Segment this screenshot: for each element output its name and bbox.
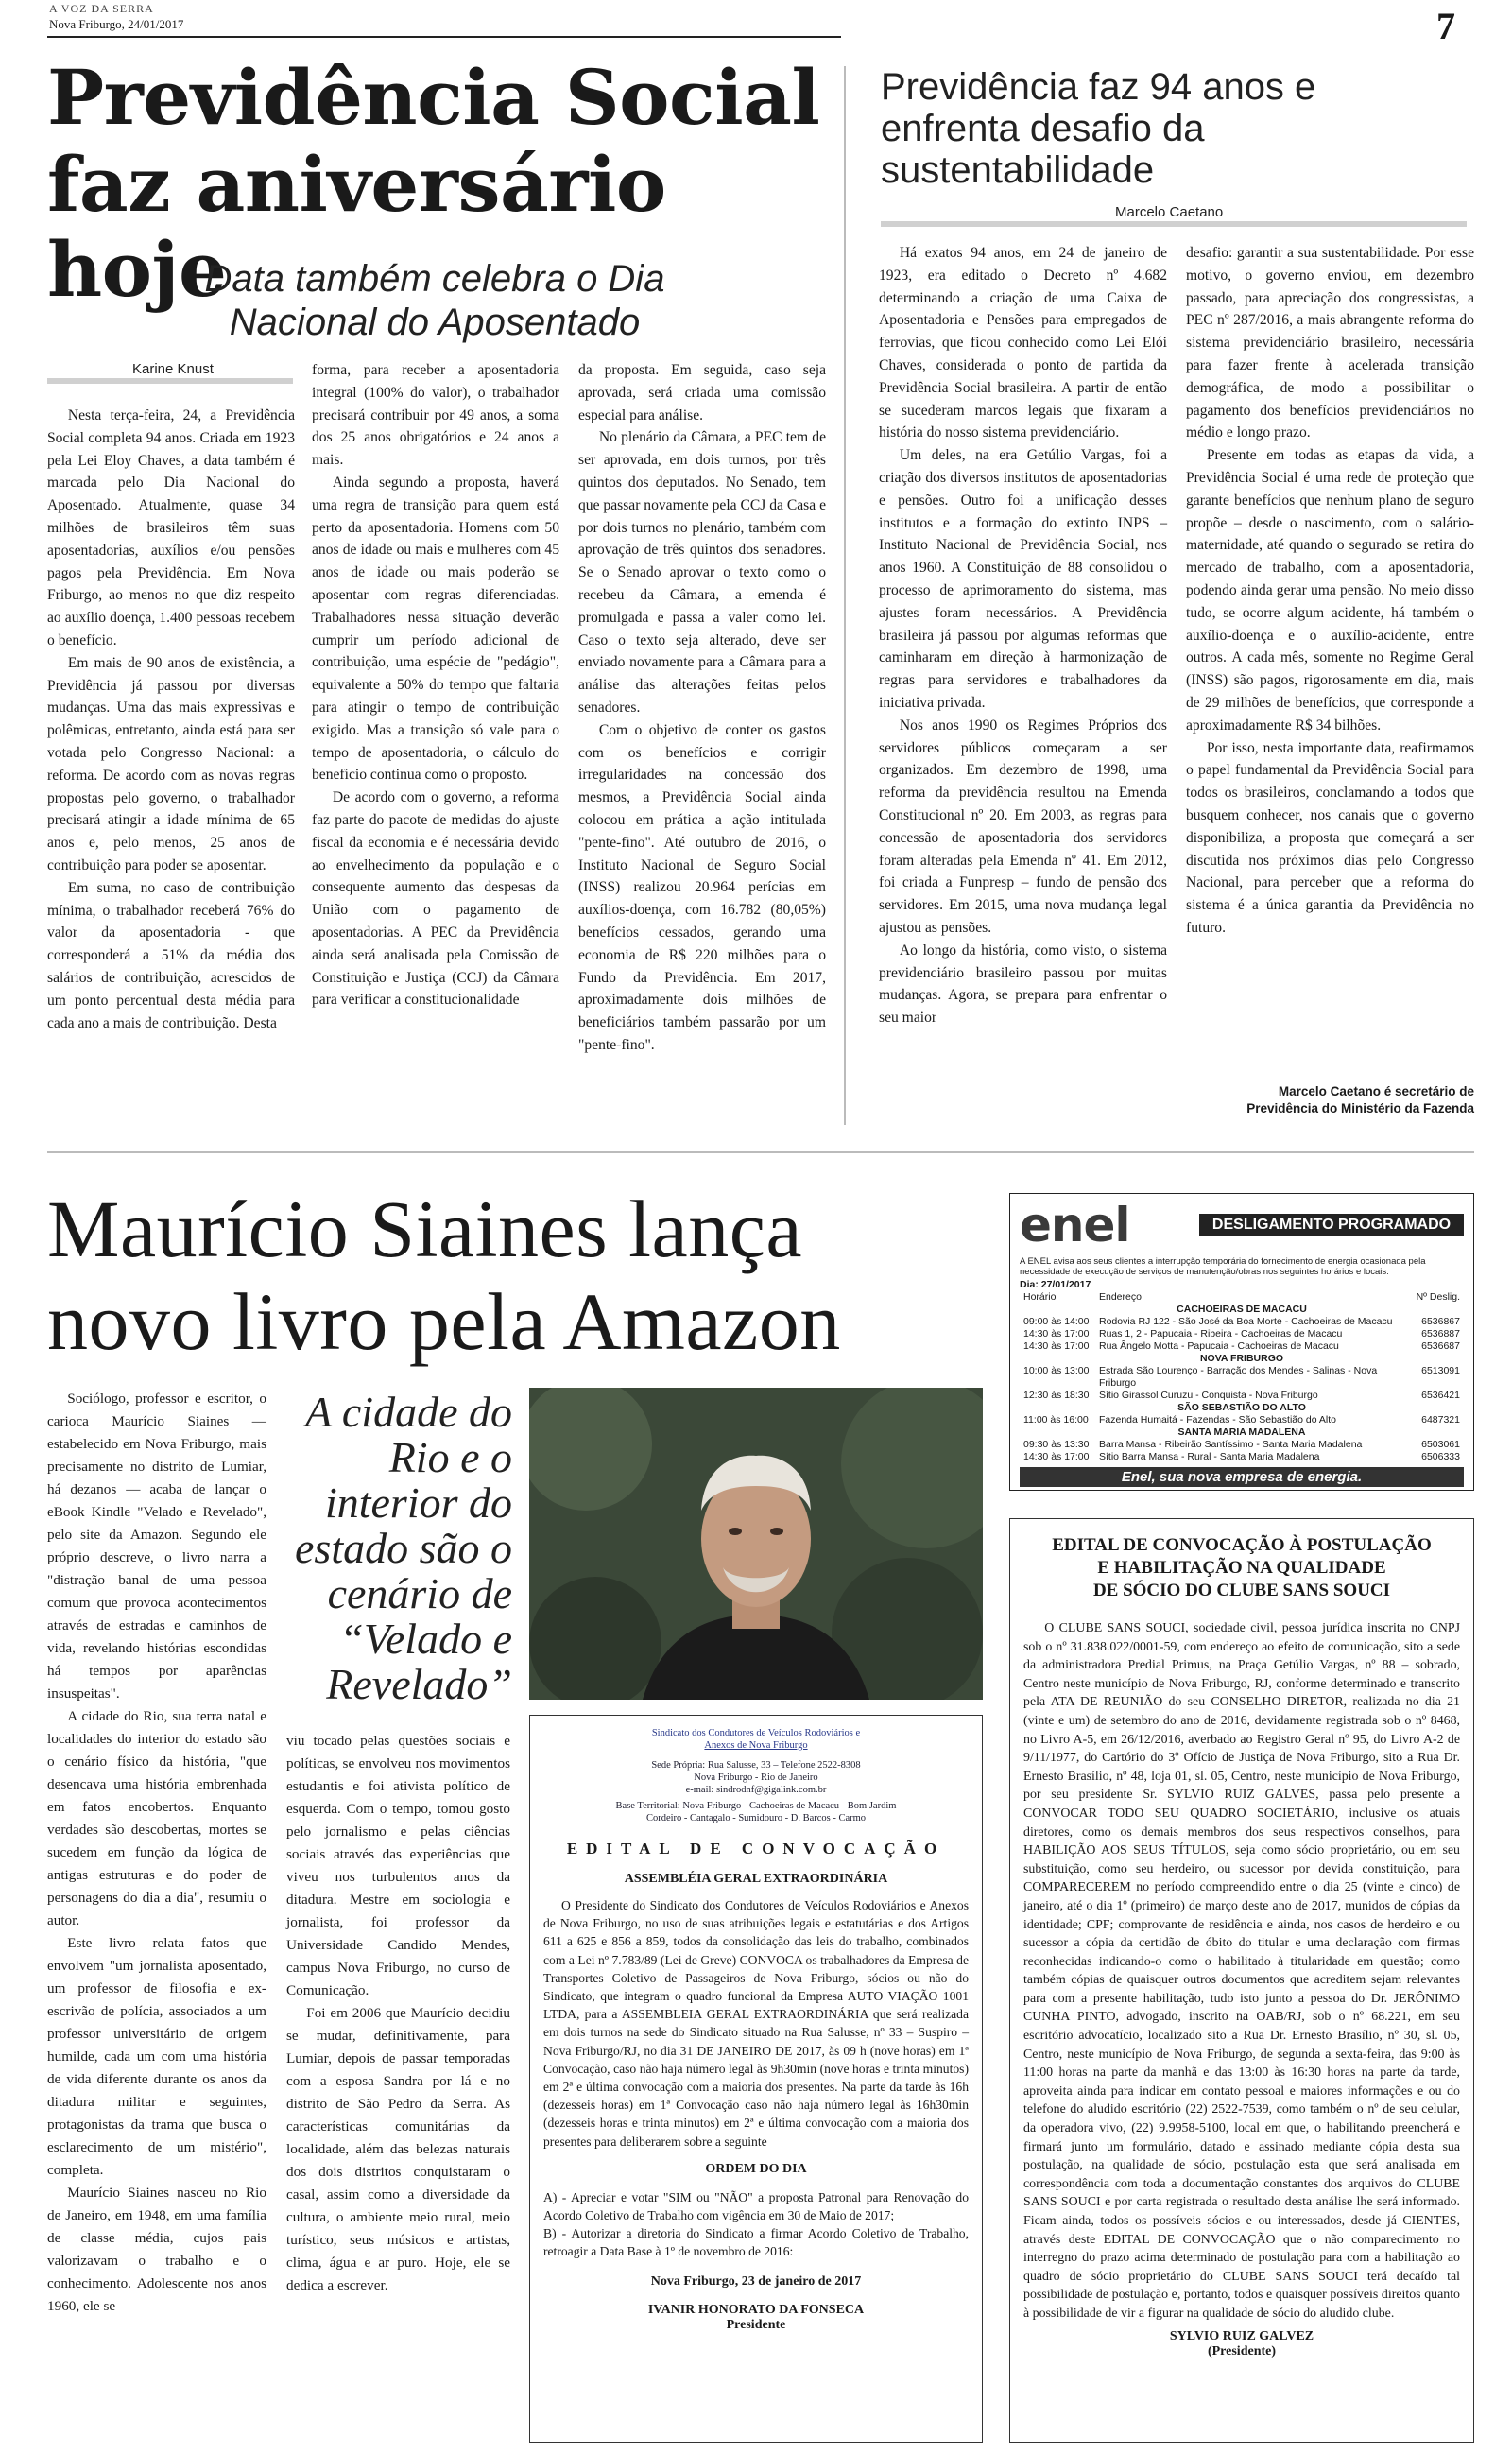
article2-column-1 bbox=[879, 242, 1167, 1029]
enel-time-cell: 11:00 às 16:00 bbox=[1023, 1414, 1089, 1426]
paragraph: Presente em todas as etapas da vida, a Previdência Social é uma rede de proteção que garante benefícios que nenhum plano de seguro propõe – desde o nascimento, com o salário-maternidade, até quando o segurado se retira do mercado de trabalho, com a aposentadoria, podendo ainda gerar uma pensão. No meio disso tudo, se ocorre algum acidente, há também o auxílio-doença e o auxílio-acidente, entre outros. A cada mês, somente no Regime Geral (INSS) são pagos, rigorosamente em dia, mais de 29 milhões de benefícios, que corresponde a aproximadamente R$ 34 bilhões. bbox=[1186, 447, 1474, 734]
edital-title-line1: EDITAL DE CONVOCAÇÃO À POSTULAÇÃO bbox=[1052, 1535, 1432, 1555]
article3-pull-quote: A cidade do Rio e o interior do estado são o cenário de “Velado e Revelado” bbox=[295, 1388, 512, 1708]
paragraph: Foi em 2006 que Maurício decidiu se mudar, definitivamente, para Lumiar, depois de passar temporadas com a esposa Sandra por lá e no distrito de São Pedro da Serra. As características comunitárias da localidade, além das belezas naturais dos dois distritos conquistaram o casal, assim como a diversidade da cultura, o ambiente meio rural, meio turístico, seus músicos e artistas, clima, água e ar puro. Hoje, ele se dedica a escrever. bbox=[286, 2005, 510, 2293]
notice-body: O Presidente do Sindicato dos Condutores de Veículos Rodoviários e Anexos de Nova Friburgo, no uso de suas atribuições legais e estatutárias e dos Artigos 611 a 625 e 856 a 859, todos da consolidação das leis do trabalho, combinados com a Lei nº 7.783/89 (Lei de Greve) CONVOCA os trabalhadores da Empresa de Transportes Coletivo de Passageiros de Nova Friburgo, sócios ou não do Sindicato, que integram o quadro funcional da Empresa AUTO VIAÇÃO 1001 LTDA, para a ASSEMBLEIA GERAL EXTRAORDINÁRIA que será realizada em dois turnos na sede do Sindicato situado na Rua Salusse, nº 33 – Suspiro – Nova Friburgo/RJ, no dia 31 DE JANEIRO DE 2017, às 09 h (nove horas) em 1ª Convocação, caso não haja número legal às 9h30min (nove horas e trinta minutos) em 2ª e última convocação com a maioria dos presentes. Na parte da tarde às 16h (dezesseis horas) em 1ª Convocação caso não haja número legal às 16h30min (dezesseis horas e trinta minutos) em 2ª e última convocação com a maioria dos presentes para deliberarem sobre a seguinte bbox=[543, 1898, 969, 2149]
enel-table-row bbox=[1020, 1414, 1464, 1426]
enel-id-cell: 6513091 bbox=[1421, 1365, 1460, 1376]
enel-id-cell: 6503061 bbox=[1421, 1439, 1460, 1450]
enel-outage-table bbox=[1020, 1304, 1464, 1463]
enel-table-header bbox=[1020, 1291, 1464, 1304]
article1-column-1 bbox=[47, 405, 295, 1034]
edital-title-line2: E HABILITAÇÃO NA QUALIDADE bbox=[1097, 1558, 1386, 1578]
article1-byline: Karine Knust bbox=[132, 361, 214, 377]
article2-signature-line2: Previdência do Ministério da Fazenda bbox=[1246, 1101, 1474, 1115]
enel-table-row bbox=[1020, 1316, 1464, 1328]
notice-header-line: e-mail: sindrodnf@gigalink.com.br bbox=[685, 1785, 827, 1795]
enel-ad bbox=[1009, 1193, 1474, 1491]
enel-time-cell: 14:30 às 17:00 bbox=[1023, 1328, 1090, 1339]
enel-address-cell: Estrada São Lourenço - Barração dos Mendes - Salinas - Nova Friburgo bbox=[1099, 1365, 1378, 1389]
article1-headline-line1: Previdência Social bbox=[47, 53, 820, 142]
enel-col-header: Horário bbox=[1023, 1291, 1057, 1303]
paragraph: desafio: garantir a sua sustentabilidade. Por esse motivo, o governo enviou, em dezembro passado, para apreciação dos congressistas, a PEC nº 287/2016, a mais abrangente reforma do sistema previdenciário brasileiro, necessária para fazer frente à acelerada transição demográfica, de modo a possibilitar o pagamento dos benefícios previdenciários no médio e longo prazo. bbox=[1186, 245, 1474, 441]
notice-order-title: ORDEM DO DIA bbox=[705, 2161, 807, 2176]
enel-day: Dia: 27/01/2017 bbox=[1020, 1279, 1091, 1290]
paragraph: Sociólogo, professor e escritor, o carioca Maurício Siaines — estabelecido em Nova Friburgo, mais precisamente no distrito de Lumiar, há dezanos — acaba de lançar o eBook Kindle "Velado e Revelado", pelo site da Amazon. Segundo ele próprio descreve, o livro narra a "distração banal de uma pessoa comum que provoca acontecimentos através de estradas e caminhos de vida, revelando histórias escondidas há tempos por aparências insuspeitas". bbox=[47, 1391, 266, 1702]
enel-table-row bbox=[1020, 1328, 1464, 1340]
edital-signer: SYLVIO RUIZ GALVEZ bbox=[1169, 2328, 1314, 2343]
enel-table-row bbox=[1020, 1365, 1464, 1390]
sindicato-notice bbox=[529, 1715, 983, 2443]
enel-id-cell: 6506333 bbox=[1421, 1451, 1460, 1462]
notice-header-line: Sindicato dos Condutores de Veículos Rodoviários e bbox=[651, 1728, 861, 1738]
issue-date: Nova Friburgo, 24/01/2017 bbox=[49, 17, 184, 31]
enel-id-cell: 6536687 bbox=[1421, 1340, 1460, 1352]
paragraph: Ao longo da história, como visto, o sistema previdenciário brasileiro passou por muitas mudanças. Agora, se prepara para enfrentar o seu maior bbox=[879, 942, 1167, 1027]
notice-signer-role: Presidente bbox=[726, 2317, 786, 2332]
enel-time-cell: 10:00 às 13:00 bbox=[1023, 1365, 1090, 1376]
paragraph: A cidade do Rio, sua terra natal e localidades do interior do estado são o cenário físico da história, "que desencava uma história embrenhada em fatos encobertos. Enquanto verdades são descobertas, mortes se sucedem em função da lógica de antigas estruturas e do poder de personagens do dia a dia", resumiu o autor. bbox=[47, 1708, 266, 1928]
paragraph: Maurício Siaines nasceu no Rio de Janeiro, em 1948, em uma família de classe média, cujos pais valorizavam o trabalho e o conhecimento. Adolescente nos anos 1960, ele se bbox=[47, 2185, 266, 2314]
article2-headline: Previdência faz 94 anos e enfrenta desafio da sustentabilidade bbox=[881, 66, 1316, 191]
notice-header-line: Base Territorial: Nova Friburgo - Cachoeiras de Macacu - Bom Jardim bbox=[615, 1801, 897, 1811]
article3-column-1 bbox=[47, 1388, 266, 2318]
notice-header-line: Anexos de Nova Friburgo bbox=[704, 1740, 808, 1751]
enel-address-cell: Barra Mansa - Ribeirão Santíssimo - Santa Maria Madalena bbox=[1099, 1439, 1363, 1450]
paragraph: Este livro relata fatos que envolvem "um jornalista aposentado, um professor de filosofia e ex-escrivão de polícia, associados a um professor universitário de origem humilde, cada um com uma história de vida diferente durante os anos da ditadura militar e seguintes, protagonistas da trama que busca o esclarecimento de um mistério", completa. bbox=[47, 1935, 266, 2178]
column-divider bbox=[844, 66, 846, 1125]
enel-intro bbox=[1020, 1256, 1464, 1277]
notice-header bbox=[543, 1727, 969, 1824]
newspaper-name: A VOZ DA SERRA bbox=[49, 2, 154, 15]
article3-headline-line2: novo livro pela Amazon bbox=[47, 1276, 841, 1367]
article1-column-2 bbox=[312, 359, 559, 1011]
article3-column-2 bbox=[286, 1730, 510, 2297]
enel-region-heading: NOVA FRIBURGO bbox=[1199, 1353, 1284, 1364]
enel-address-cell: Sítio Barra Mansa - Rural - Santa Maria Madalena bbox=[1099, 1451, 1320, 1462]
enel-col-header: Endereço bbox=[1099, 1291, 1142, 1303]
article1-byline-bar bbox=[47, 378, 293, 384]
enel-time-cell: 09:30 às 13:30 bbox=[1023, 1439, 1090, 1450]
author-portrait-image bbox=[529, 1388, 983, 1700]
enel-table-row bbox=[1020, 1340, 1464, 1353]
section-divider bbox=[47, 1151, 1474, 1153]
enel-address-cell: Rodovia RJ 122 - São José da Boa Morte - Cachoeiras de Macacu bbox=[1099, 1316, 1393, 1327]
notice-date: Nova Friburgo, 23 de janeiro de 2017 bbox=[650, 2273, 862, 2289]
paragraph: viu tocado pelas questões sociais e políticas, se envolveu nos movimentos estudantis e foi ativista político de esquerda. Com o tempo, tomou gosto pelo jornalismo e pelas ciências sociais através das experiências que viveu nos turbulentos anos da ditadura. Mestre em sociologia e jornalista, foi professor da Universidade Candido Mendes, campus Nova Friburgo, no curso de Comunicação. bbox=[286, 1733, 510, 1998]
paragraph: Com o objetivo de conter os gastos com os benefícios e corrigir irregularidades na concessão dos mesmos, a Previdência Social ainda colocou em prática a ação intitulada "pente-fino". Até outubro de 2016, o Instituto Nacional de Seguro Social (INSS) realizou 20.964 perícias em auxílios-doença, com 16.782 (80,05%) benefícios cessados, gerando uma economia de R$ 220 milhões para o Fundo da Previdência. Em 2017, aproximadamente dois milhões de beneficiários também passarão por um "pente-fino". bbox=[578, 721, 826, 1053]
notice-title: EDITAL DE CONVOCAÇÃO bbox=[566, 1840, 946, 1858]
enel-id-cell: 6536421 bbox=[1421, 1390, 1460, 1401]
article3-headline-line1: Maurício Siaines lança bbox=[47, 1184, 803, 1274]
paragraph: Nos anos 1990 os Regimes Próprios dos servidores públicos começaram a ser organizados. Em dezembro de 1998, uma reforma da previdência resultou na Emenda Constitucional nº 20. Em 2003, as regras para concessão de aposentadoria dos servidores foram alteradas pela Emenda nº 41. Em 2012, foi criada a Funpresp – fundo de pensão dos servidores. Em 2015, uma nova mudança legal ajustou as pensões. bbox=[879, 717, 1167, 936]
article2-column-2 bbox=[1186, 242, 1474, 940]
paragraph: forma, para receber a aposentadoria integral (100% do valor), o trabalhador precisará contribuir por 49 anos, a soma dos 25 anos obrigatórios e 24 anos a mais. bbox=[312, 362, 559, 469]
paragraph: Por isso, nesta importante data, reafirmamos o papel fundamental da Previdência Social para todos os brasileiros, conclamando a todos que busquem conhecer, nos canais que o governo disponibiliza, a proposta que começará a ser discutida nos próximos dias pelo Congresso Nacional, para perceber que a reforma do sistema é a única garantia da Previdência no futuro. bbox=[1186, 739, 1474, 936]
page-number: 7 bbox=[1436, 5, 1455, 47]
enel-time-cell: 09:00 às 14:00 bbox=[1023, 1316, 1090, 1327]
enel-footer: Enel, sua nova empresa de energia. bbox=[1020, 1467, 1464, 1487]
notice-header-line: Cordeiro - Cantagalo - Sumidouro - D. Barcos - Carmo bbox=[645, 1813, 867, 1823]
paragraph: Em mais de 90 anos de existência, a Previdência já passou por diversas mudanças. Uma das mais expressivas e polêmicas, entretanto, ainda está para ser votada pelo Congresso Nacional: a reforma. De acordo com as novas regras propostas pelo governo, o trabalhador precisará atingir a idade mínima de 65 anos e, pelo menos, 25 anos de contribuição para poder se aposentar. bbox=[47, 654, 295, 873]
enel-table-row bbox=[1020, 1451, 1464, 1463]
notice-item-a: A) - Apreciar e votar "SIM ou "NÃO" a proposta Patronal para Renovação do Acordo Coletivo de Trabalho com vigência em 30 de Maio de 2017; bbox=[543, 2189, 969, 2223]
edital-title-line3: DE SÓCIO DO CLUBE SANS SOUCI bbox=[1092, 1581, 1391, 1600]
enel-id-cell: 6536887 bbox=[1421, 1328, 1460, 1339]
enel-id-cell: 6536867 bbox=[1421, 1316, 1460, 1327]
article2-byline: Marcelo Caetano bbox=[1115, 204, 1224, 220]
edital-box bbox=[1009, 1518, 1474, 2443]
notice-header-line: Sede Própria: Rua Salusse, 33 – Telefone 2522-8308 bbox=[651, 1760, 861, 1771]
article1-subtitle: Data também celebra o Dia Nacional do Aposentado bbox=[204, 258, 665, 343]
notice-signer: IVANIR HONORATO DA FONSECA bbox=[647, 2302, 865, 2317]
paragraph: Um deles, na era Getúlio Vargas, foi a criação dos diversos institutos de aposentadorias e pensões. Outro foi a unificação desses institutos e a formação do extinto INPS – Instituto Nacional de Previdência Social, nos anos 1960. A Constituição de 88 consolidou o processo de aprimoramento do sistema, mas ajustes foram necessários. A Previdência brasileira já passou por algumas reformas que caminharam em direção à harmonização de regras para servidores e trabalhadores da iniciativa privada. bbox=[879, 447, 1167, 711]
edital-signer-role: (Presidente) bbox=[1207, 2343, 1277, 2359]
paragraph: Há exatos 94 anos, em 24 de janeiro de 1923, era editado o Decreto nº 4.682 determinando a criação de uma Caixa de Aposentadoria e Pensões para empregados de ferrovias, que ficou conhecido como Lei Elói Chaves, considerada o ponto de partida da Previdência Social brasileira. A partir de então se sucederam marcos legais que fixaram a história do nosso sistema previdenciário. bbox=[879, 245, 1167, 441]
enel-intro-text: A ENEL avisa aos seus clientes a interrupção temporária do fornecimento de energia ocasionada pela necessidade de execução de serviços de manutenção/obras nos seguintes horários e locais: bbox=[1020, 1256, 1426, 1277]
notice-header-line: Nova Friburgo - Rio de Janeiro bbox=[694, 1772, 818, 1783]
enel-id-cell: 6487321 bbox=[1421, 1414, 1460, 1426]
paragraph: da proposta. Em seguida, caso seja aprovada, será criada uma comissão especial para análise. bbox=[578, 362, 826, 423]
enel-region-heading: SÃO SEBASTIÃO DO ALTO bbox=[1177, 1402, 1306, 1413]
enel-address-cell: Sítio Girassol Curuzu - Conquista - Nova Friburgo bbox=[1099, 1390, 1318, 1401]
enel-address-cell: Ruas 1, 2 - Papucaia - Ribeira - Cachoeiras de Macacu bbox=[1099, 1328, 1343, 1339]
enel-region-heading: CACHOEIRAS DE MACACU bbox=[1177, 1304, 1307, 1315]
edital-body: O CLUBE SANS SOUCI, sociedade civil, pessoa jurídica inscrita no CNPJ sob o nº 31.838.022/0001-59, com endereço ao efeito de comunicação, sito a sede da administradora Predial Primus, na Praça Getúlio Vargas, nº 88 – sobrado, Centro neste município de Nova Friburgo, RJ, conforme determinado e transcrito pela ATA DE REUNIÃO do seu CONSELHO DIRETOR, realizada no dia 21 (vinte e um) de setembro do ano de 2016, devidamente registrada sob o nº 8468, no Livro A-5, em 26/12/2016, averbado ao Registro Geral nº 95, do Livro A-2 de 9/11/1977, do Cartório do 3º Ofício de Justiça de Nova Friburgo, sito a Rua Dr. Ernesto Brasílio, nº 48, loja 01, sl. 05, Centro, neste município de Nova Friburgo, por seu presidente Sr. SYLVIO RUIZ GALVES, passa pelo presente a CONVOCAR TODO SEU QUADRO SOCIETÁRIO, inclusive os atuais diretores, como os demais membros dos seus respectivos conselhos, para HABILIÇÃO AOS SEUS TÍTULOS, seja como sócio proprietário, ou em seu substituição, como seu herdeiro, ou sucessor por devida constituição, para COMPARECEREM no período compreendido entre o dia 25 (vinte e cinco) de janeiro, até o dia 1º (primeiro) de março deste ano de 2017, munidos de cópias da identidade; CPF; comprovante de residência e ainda, nos casos de herdeiro e ou sucessor a cópia da certidão de óbito do titular e uma declaração com firmas reconhecidas indicando-o como o habilitado à titularidade em questão; como também cópias de quaisquer outros documentos que acreditem sejam relevantes para com a presente habilitação, tudo isto junto a pessoa do Dr. JERÔNIMO CUNHA PINTO, advogado, inscrito na OAB/RJ, sob o nº 68.221, em seu escritório advocatício, localizado sito a Rua Dr. Ernesto Brasílio, nº 30, sl. 05, Centro, neste município de Nova Friburgo, de segunda a sexta-feira, das 9:00 às 11:00 horas na parte da manhã e das 13:00 às 16:30 horas na parte da tarde, aproveita ainda para indicar em contato pessoal e maiores informações e ou do telefone do aludido escritório (22) 2522-7539, como também o nº de seu celular, da operadora vivo, (22) 9.9958-5100, local em que, o habilitando preencherá e firmará junto um formulário, datado e assinado mediante cópia desta sua postulação, na qualidade de sócio, postulação esta que será analisada em correspondência com toda a documentação constantes dos arquivos do CLUBE SANS SOUCI e por carta registrada o resultado desta análise lhe será informado. Ficam ainda, todos os possíveis sócios e ou interessados, desde já CIENTES, através deste EDITAL DE CONVOCAÇÃO que o não comparecimento no interregno do prazo acima determinado de postulação para com a habilitação ao quadro de sócio proprietário do CLUBE SANS SOUCI terá decaído tal possibilidade de postulação e, portanto, todos e quaisquer possíveis direitos quanto à possibilidade de vir a figurar na qualidade de sócio do aludido clube. bbox=[1023, 1621, 1460, 2321]
article1-headline-line2: faz aniversário hoje bbox=[47, 140, 666, 314]
masthead-rule bbox=[47, 36, 841, 38]
enel-table-row bbox=[1020, 1439, 1464, 1451]
enel-ad-title: DESLIGAMENTO PROGRAMADO bbox=[1199, 1214, 1464, 1236]
paragraph: Em suma, no caso de contribuição mínima, o trabalhador receberá 76% do valor da aposentadoria - que corresponderá a 51% da média dos salários de contribuição, acrescidos de um ponto percentual desta média para cada ano a mais de contribuição. Desta bbox=[47, 879, 295, 1031]
notice-subtitle: ASSEMBLÉIA GERAL EXTRAORDINÁRIA bbox=[624, 1872, 888, 1886]
enel-address-cell: Rua Ângelo Motta - Papucaia - Cachoeiras de Macacu bbox=[1099, 1340, 1339, 1352]
enel-logo: enel bbox=[1020, 1198, 1130, 1253]
article2-byline-bar bbox=[881, 221, 1467, 227]
paragraph: Nesta terça-feira, 24, a Previdência Social completa 94 anos. Criada em 1923 pela Lei Eloy Chaves, a data também é marcada pelo Dia Nacional do Aposentado. Atualmente, quase 34 milhões de brasileiros têm suas aposentadorias, auxílios e/ou pensões pagos pela Previdência. Em Nova Friburgo, ao menos no que diz respeito ao auxílio doença, 1.400 pessoas recebem o benefício. bbox=[47, 407, 295, 648]
enel-address-cell: Fazenda Humaitá - Fazendas - São Sebastião do Alto bbox=[1099, 1414, 1336, 1426]
enel-time-cell: 14:30 às 17:00 bbox=[1023, 1451, 1090, 1462]
article1-column-3 bbox=[578, 359, 826, 1057]
enel-time-cell: 14:30 às 17:00 bbox=[1023, 1340, 1090, 1352]
enel-table-row bbox=[1020, 1390, 1464, 1402]
article2-signature-line1: Marcelo Caetano é secretário de bbox=[1278, 1084, 1474, 1098]
author-photo bbox=[529, 1388, 983, 1700]
enel-time-cell: 12:30 às 18:30 bbox=[1023, 1390, 1090, 1401]
paragraph: De acordo com o governo, a reforma faz parte do pacote de medidas do ajuste fiscal da economia e é necessária devido ao envelhecimento da população e o consequente aumento das despesas da União com o pagamento de aposentadorias. A PEC da Previdência ainda será analisada pela Comissão de Constituição e Justiça (CCJ) da Câmara para verificar a constitucionalidade bbox=[312, 789, 559, 1009]
enel-region-heading: SANTA MARIA MADALENA bbox=[1177, 1426, 1306, 1438]
notice-item-b: B) - Autorizar a diretoria do Sindicato a firmar Acordo Coletivo de Trabalho, retroagir a Data Base à 1º de novembro de 2016: bbox=[543, 2226, 969, 2259]
paragraph: No plenário da Câmara, a PEC tem de ser aprovada, em dois turnos, por três quintos dos deputados. No Senado, tem que passar novamente pela CCJ da Casa e por dois turnos no plenário, também com aprovação de três quintos dos senadores. Se o Senado aprovar o texto como o recebeu da Câmara, a emenda é promulgada e passa a valer como lei. Caso o texto seja alterado, deve ser enviado novamente para a Câmara para a análise das alterações feitas pelos senadores. bbox=[578, 429, 826, 716]
paragraph: Ainda segundo a proposta, haverá uma regra de transição para quem está perto da aposentadoria. Homens com 50 anos de idade ou mais e mulheres com 45 anos de idade ou mais poderão se aposentar com regras diferenciadas. Trabalhadores nessa situação deverão cumprir um período adicional de contribuição, uma espécie de "pedágio", equivalente a 50% do tempo que faltaria para atingir o tempo de contribuição exigido. Mas a transição só vale para o tempo de aposentadoria, o cálculo do benefício continua como o proposto. bbox=[312, 474, 559, 784]
enel-col-header: Nº Deslig. bbox=[1416, 1291, 1460, 1303]
